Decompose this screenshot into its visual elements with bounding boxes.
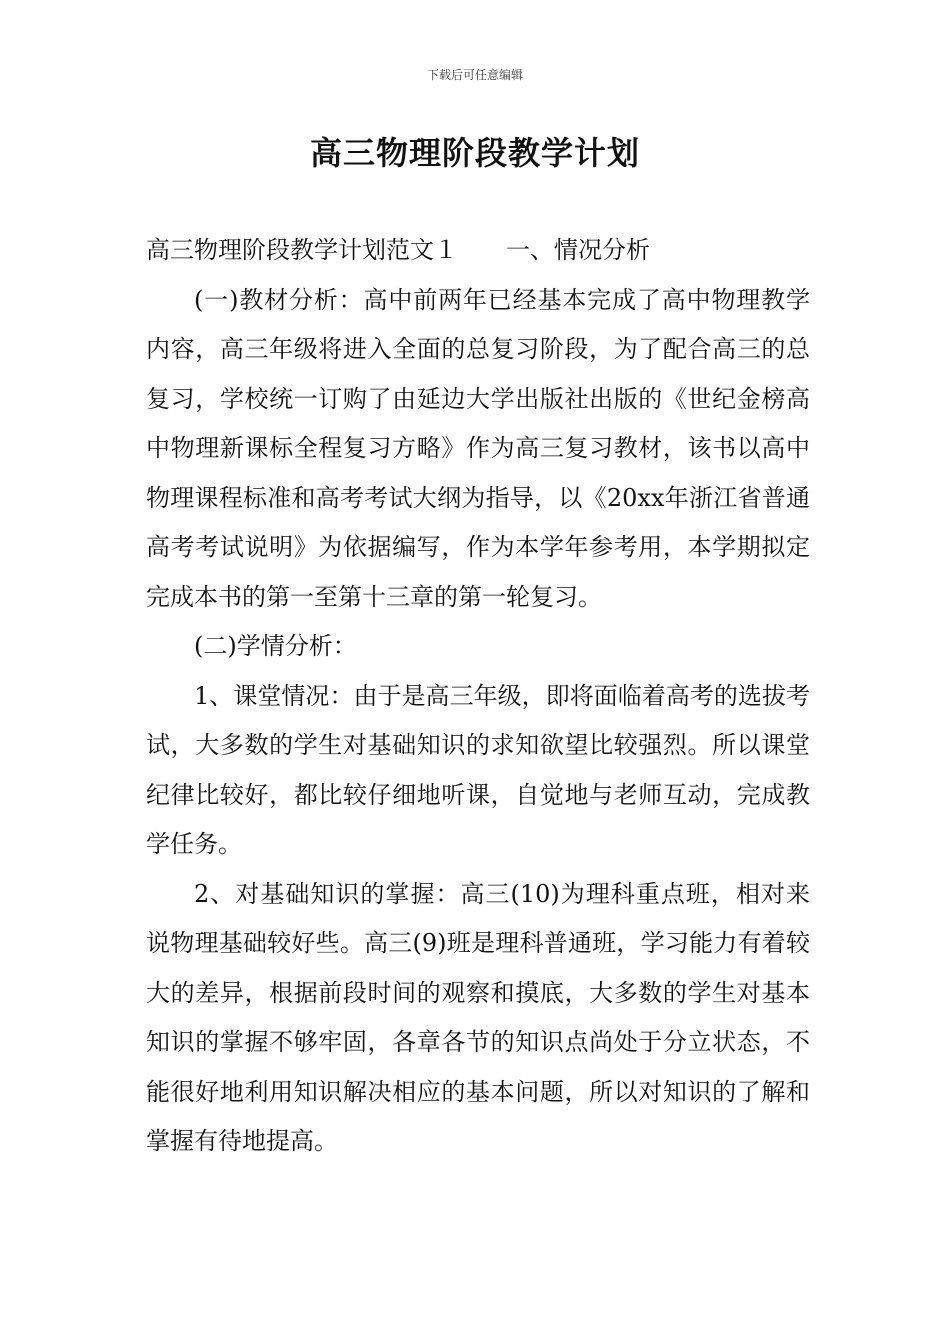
document-body: [146, 226, 810, 1167]
intro-lead: 高三物理阶段教学计划范文１: [146, 236, 458, 264]
page-title: 高三物理阶段教学计划: [309, 134, 640, 172]
header-note: 下载后可任意编辑: [426, 68, 523, 82]
paragraph-basic-knowledge: 2、对基础知识的掌握：高三(10)为理科重点班，相对来说物理基础较好些。高三(9)班是理科普通班，学习能力有着较大的差异，根据前段时间的观察和摸底，大多数的学生对基本知识的掌握不够牢固，各章各节的知识点尚处于分立状态，不能很好地利用知识解决相应的基本问题，所以对知识的了解和掌握有待地提高。: [146, 879, 810, 1155]
paragraph-textbook-analysis: (一)教材分析：高中前两年已经基本完成了高中物理教学内容，高三年级将进入全面的总复习阶段，为了配合高三的总复习，学校统一订购了由延边大学出版社出版的《世纪金榜高中物理新课标全程复习方略》作为高三复习教材，该书以高中物理课程标准和高考考试大纲为指导，以《20xx年浙江省普通高考考试说明》为依据编写，作为本学年参考用，本学期拟定完成本书的第一至第十三章的第一轮复习。: [146, 285, 810, 611]
paragraph-classroom-situation: 1、课堂情况：由于是高三年级，即将面临着高考的选拔考试，大多数的学生对基础知识的求知欲望比较强烈。所以课堂纪律比较好，都比较仔细地听课，自觉地与老师互动，完成教学任务。: [146, 681, 810, 858]
paragraph-student-analysis-heading: (二)学情分析：: [194, 632, 357, 660]
section-heading: 一、情况分析: [506, 236, 650, 264]
intro-line: [146, 226, 810, 276]
